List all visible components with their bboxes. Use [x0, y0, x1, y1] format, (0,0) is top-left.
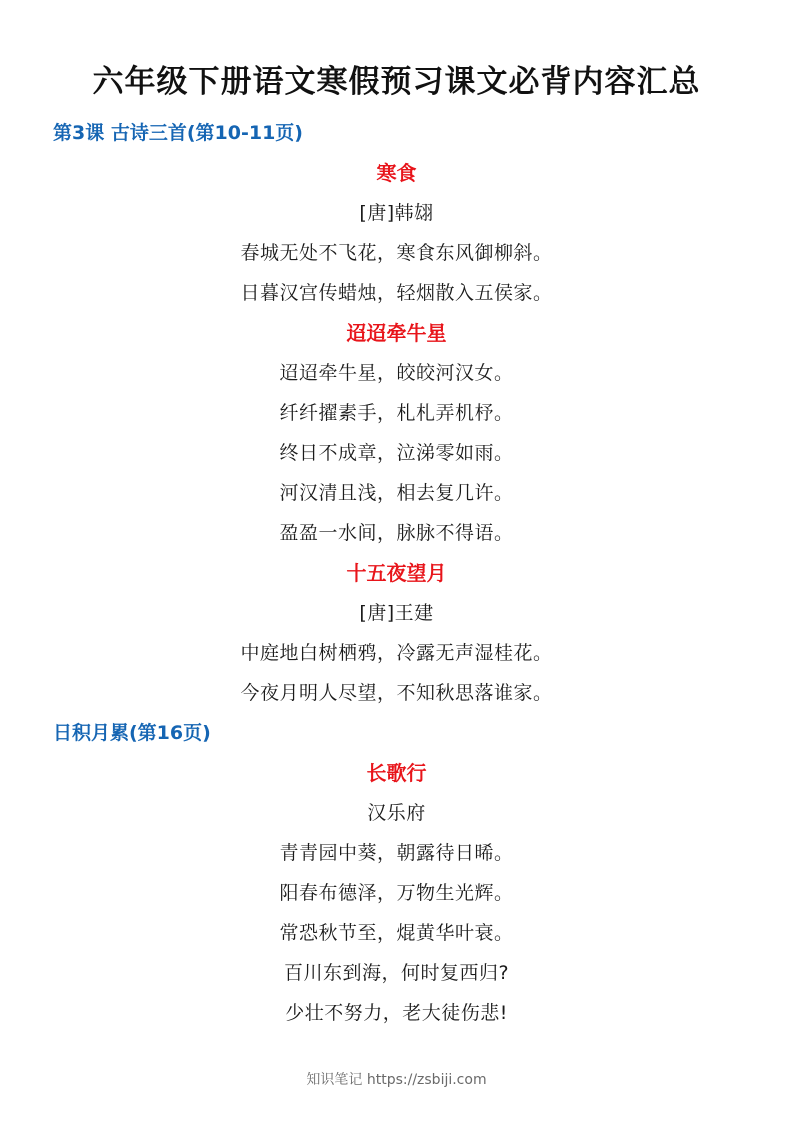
poem-line: 少壮不努力，老大徒伤悲!: [285, 1002, 508, 1024]
poem-author-changgexing: 汉乐府: [367, 802, 426, 824]
poem-line: 青青园中葵，朝露待日晞。: [279, 842, 514, 864]
poem-line: 春城无处不飞花，寒食东风御柳斜。: [240, 242, 553, 264]
poem-author-hanshi: [唐]韩翃: [359, 202, 434, 224]
poem-line: 迢迢牵牛星，皎皎河汉女。: [279, 362, 514, 384]
poem-line: 阳春布德泽，万物生光辉。: [279, 882, 514, 904]
poem-line: 河汉清且浅，相去复几许。: [279, 482, 514, 504]
poem-title-changgexing: 长歌行: [366, 761, 427, 785]
poem-line: 终日不成章，泣涕零如雨。: [279, 442, 514, 464]
footer-watermark: 知识笔记 https://zsbiji.com: [306, 1072, 487, 1088]
poem-line: 常恐秋节至，焜黄华叶衰。: [279, 922, 514, 944]
poem-line: 今夜月明人尽望，不知秋思落谁家。: [240, 682, 553, 704]
poem-title-tiaotiao: 迢迢牵牛星: [346, 321, 447, 345]
poem-line: 盈盈一水间，脉脉不得语。: [279, 522, 514, 544]
poem-line: 纤纤擢素手，札札弄机杼。: [279, 402, 514, 424]
section-heading-rijiyuelei: 日积月累(第16页): [53, 722, 211, 744]
poem-line: 日暮汉宫传蜡烛，轻烟散入五侯家。: [240, 282, 553, 304]
poem-line: 中庭地白树栖鸦，冷露无声湿桂花。: [240, 642, 553, 664]
poem-author-shiwuye: [唐]王建: [359, 602, 434, 624]
poem-title-shiwuye: 十五夜望月: [346, 561, 447, 585]
section-heading-lesson-3: 第3课 古诗三首(第10-11页): [53, 122, 303, 144]
poem-line: 百川东到海，何时复西归?: [283, 962, 510, 984]
poem-title-hanshi: 寒食: [376, 161, 417, 185]
page-title: 六年级下册语文寒假预习课文必背内容汇总: [92, 64, 701, 100]
